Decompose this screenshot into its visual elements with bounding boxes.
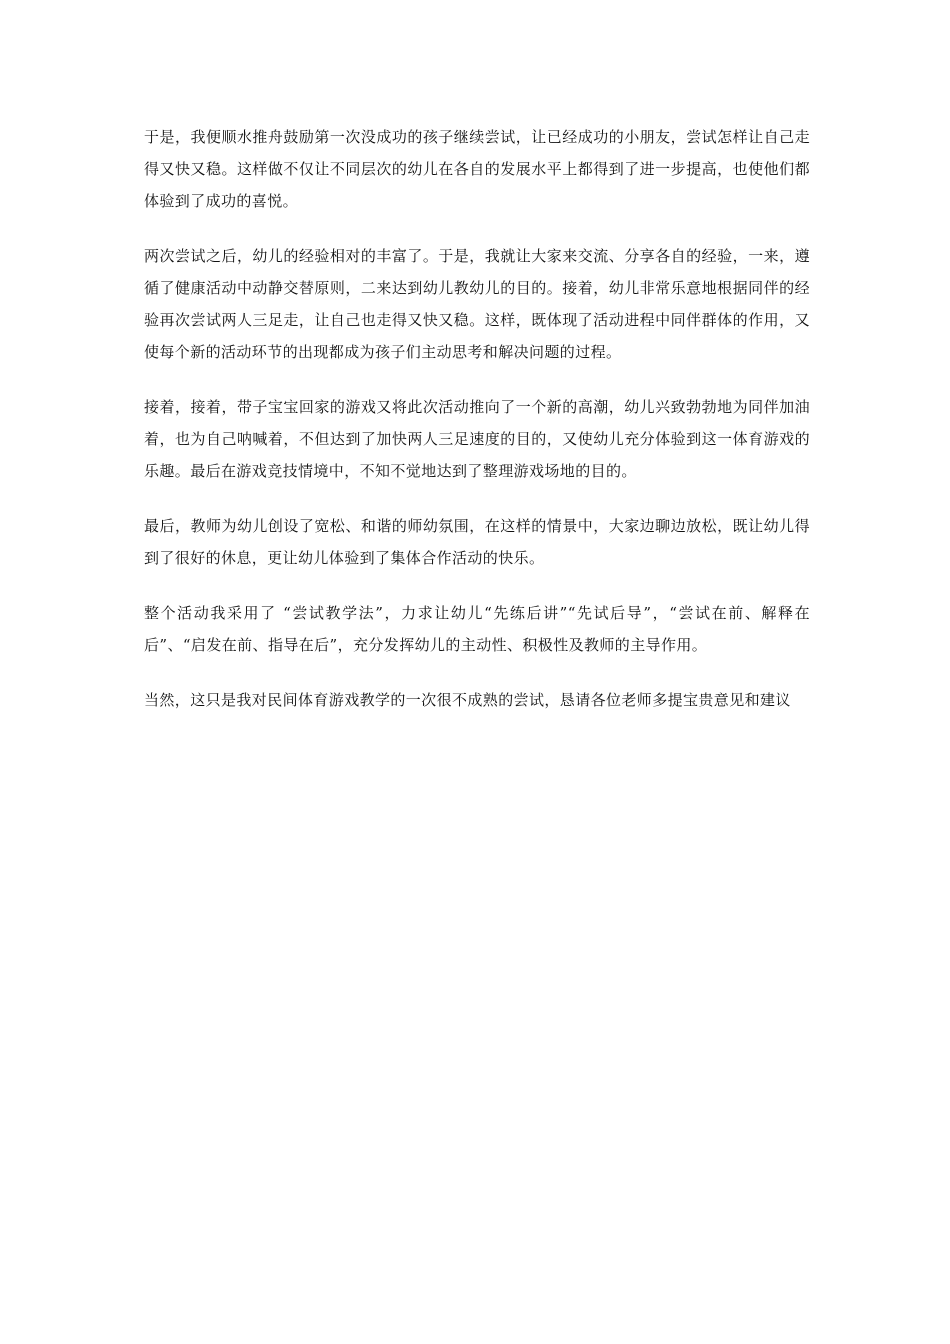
paragraph: 最后，教师为幼儿创设了宽松、和谐的师幼氛围，在这样的情景中，大家边聊边放松，既让幼儿得到了很好的休息，更让幼儿体验到了集体合作活动的快乐。: [144, 517, 810, 567]
document-body: [144, 121, 810, 739]
paragraph: 接着，接着，带子宝宝回家的游戏又将此次活动推向了一个新的高潮，幼儿兴致勃勃地为同伴加油着，也为自己呐喊着，不但达到了加快两人三足速度的目的，又使幼儿充分体验到这一体育游戏的乐趣。最后在游戏竞技情境中，不知不觉地达到了整理游戏场地的目的。: [144, 398, 810, 480]
paragraph: 于是，我便顺水推舟鼓励第一次没成功的孩子继续尝试，让已经成功的小朋友，尝试怎样让自己走得又快又稳。这样做不仅让不同层次的幼儿在各自的发展水平上都得到了进一步提高，也使他们都体验到了成功的喜悦。: [144, 128, 810, 210]
paragraph: 整个活动我采用了 “尝试教学法”，力求让幼儿“先练后讲”“先试后导”，“尝试在前、解释在后”、“启发在前、指导在后”，充分发挥幼儿的主动性、积极性及教师的主导作用。: [144, 604, 810, 654]
paragraph: 当然，这只是我对民间体育游戏教学的一次很不成熟的尝试，恳请各位老师多提宝贵意见和建议: [144, 691, 791, 709]
paragraph: 两次尝试之后，幼儿的经验相对的丰富了。于是，我就让大家来交流、分享各自的经验，一来，遵循了健康活动中动静交替原则，二来达到幼儿教幼儿的目的。接着，幼儿非常乐意地根据同伴的经验再次尝试两人三足走，让自己也走得又快又稳。这样，既体现了活动进程中同伴群体的作用，又使每个新的活动环节的出现都成为孩子们主动思考和解决问题的过程。: [144, 247, 810, 361]
